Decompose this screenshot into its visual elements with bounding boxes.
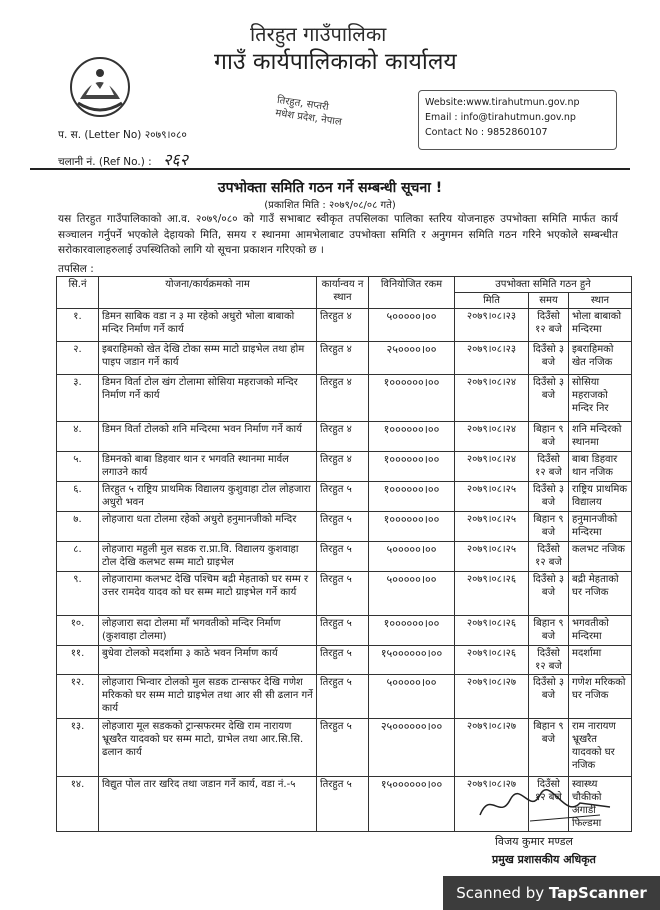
contact-box xyxy=(418,90,617,150)
ref-number-value: २६२ xyxy=(163,150,189,169)
cell-place: बद्री मेहताको घर नजिक xyxy=(569,572,632,616)
cell-location: तिरहुत ५ xyxy=(317,542,369,572)
email-text: Email : info@tirahutmun.gov.np xyxy=(425,112,576,123)
cell-amount: १००००००।०० xyxy=(369,375,455,422)
cell-location: तिरहुत ४ xyxy=(317,452,369,482)
table-row xyxy=(57,646,632,675)
cell-project: डिमन साबिक वडा न ३ मा रहेको अधुरो भोला बाबाको मन्दिर निर्माण गर्ने कार्य xyxy=(99,309,317,342)
cell-time: दिउँसो ३ बजे xyxy=(529,675,569,719)
cell-location: तिरहुत ४ xyxy=(317,422,369,452)
cell-location: तिरहुत ५ xyxy=(317,512,369,542)
schedule-label: तपसिल : xyxy=(58,263,94,275)
cell-sn: १. xyxy=(57,309,99,342)
cell-time: बिहान ९ बजे xyxy=(529,422,569,452)
table-row xyxy=(57,675,632,719)
signatory-title: प्रमुख प्रशासकीय अधिकृत xyxy=(492,853,596,866)
col-header-location: कार्यान्वय न स्थान xyxy=(317,277,369,309)
cell-place: राष्ट्रिय प्राथमिक विद्यालय xyxy=(569,482,632,512)
cell-location: तिरहुत ५ xyxy=(317,482,369,512)
cell-location: तिरहुत ५ xyxy=(317,572,369,616)
cell-time: दिउँसो १२ बजे xyxy=(529,777,569,832)
cell-sn: १०. xyxy=(57,616,99,646)
table-row xyxy=(57,422,632,452)
cell-amount: १००००००।०० xyxy=(369,452,455,482)
cell-date: २०७९।०८।२३ xyxy=(455,342,529,375)
cell-date: २०७९।०८।२७ xyxy=(455,777,529,832)
cell-project: लोहजारा मूल सडकको ट्रान्सफरमर देखि राम नारायण भ्रूखरैत यादवको घर सम्म माटो, ग्राभेल तथा आर.सि.सि. ढलान कार्य xyxy=(99,719,317,777)
cell-date: २०७९।०८।२७ xyxy=(455,719,529,777)
cell-amount: १००००००।०० xyxy=(369,616,455,646)
cell-location: तिरहुत ५ xyxy=(317,646,369,675)
cell-amount: २५००००।०० xyxy=(369,342,455,375)
table-row xyxy=(57,572,632,616)
cell-project: लोहजारा सदा टोलमा माँ भगवतीको मन्दिर निर्माण (कुशवाहा टोलमा) xyxy=(99,616,317,646)
cell-project: तिरहुत ५ राष्ट्रिय प्राथमिक विद्यालय कुशुवाहा टोल लोहजारा अधुरो भवन xyxy=(99,482,317,512)
cell-amount: ५०००००।०० xyxy=(369,542,455,572)
cell-time: बिहान ९ बजे xyxy=(529,616,569,646)
cell-date: २०७९।०८।२५ xyxy=(455,542,529,572)
cell-place: राम नारायण भ्रूखरैत यादवको घर नजिक xyxy=(569,719,632,777)
cell-sn: २. xyxy=(57,342,99,375)
cell-project: बुधेवा टोलको मदर्शामा ३ काठे भवन निर्माण कार्य xyxy=(99,646,317,675)
cell-place: स्वास्थ्य चौकीको अगाडी फिल्डमा xyxy=(569,777,632,832)
cell-sn: ६. xyxy=(57,482,99,512)
signatory-name: विजय कुमार मण्डल xyxy=(495,835,574,848)
cell-location: तिरहुत ४ xyxy=(317,309,369,342)
col-header-place: स्थान xyxy=(569,293,632,309)
contact-text: Contact No : 9852860107 xyxy=(425,127,548,138)
cell-time: दिउँसो ३ बजे xyxy=(529,572,569,616)
schedule-rows xyxy=(57,309,632,832)
cell-amount: ५०००००।०० xyxy=(369,309,455,342)
table-row xyxy=(57,616,632,646)
cell-project: लोहजारा धता टोलमा रहेको अधुरो हनुमानजीको मन्दिर xyxy=(99,512,317,542)
address-line1: तिरहुत, सप्तरी xyxy=(276,94,330,114)
notice-body: यस तिरहुत गाउँपालिकाको आ.व. २०७९/०८० को गाउँ सभाबाट स्वीकृत तपसिलका पालिका स्तरिय योजनाहरु उपभोक्ता समिति मार्फत कार्य सञ्चालन गर्नुपर्ने भएकोले देहायको मिति, समय र स्थानमा आमभेलाबाट उपभोक्ता समिति र अनुगमन समिति गठन गरिने भएकोले सम्बन्धीत सरोकारवालाहरुलाई उपस्थितिको लागि यो सूचना प्रकाशन गरिएको छ । xyxy=(58,213,618,256)
cell-sn: १२. xyxy=(57,675,99,719)
cell-time: बिहान ९ बजे xyxy=(529,719,569,777)
cell-sn: ७. xyxy=(57,512,99,542)
cell-place: भगवतीको मन्दिरमा xyxy=(569,616,632,646)
cell-place: सोसिया महराजको मन्दिर निर xyxy=(569,375,632,422)
cell-sn: १३. xyxy=(57,719,99,777)
published-date: (प्रकाशित मिति : २०७९/०८/०८ गते) xyxy=(264,200,396,211)
cell-date: २०७९।०८।२६ xyxy=(455,616,529,646)
cell-amount: ५०००००।०० xyxy=(369,675,455,719)
cell-time: दिउँसो १२ बजे xyxy=(529,542,569,572)
cell-project: डिमनको बाबा डिहवार थान र भगवति स्थानमा मार्वल लगाउने कार्य xyxy=(99,452,317,482)
cell-place: बाबा डिहवार थान नजिक xyxy=(569,452,632,482)
watermark-brand: TapScanner xyxy=(548,884,647,902)
ref-number xyxy=(58,148,188,170)
handwritten-signature xyxy=(470,785,620,825)
cell-place: शनि मन्दिरको स्थानमा xyxy=(569,422,632,452)
cell-date: २०७९।०८।२४ xyxy=(455,375,529,422)
ref-number-label: चलानी नं. (Ref No.) : xyxy=(58,156,152,168)
col-header-project: योजना/कार्यक्रमको नाम xyxy=(99,277,317,309)
cell-date: २०७९।०८।२६ xyxy=(455,646,529,675)
office-address-stamp xyxy=(274,94,344,129)
table-row xyxy=(57,719,632,777)
cell-place: भोला बाबाको मन्दिरमा xyxy=(569,309,632,342)
cell-project: डिमन विर्ता टोलको शनि मन्दिरमा भवन निर्माण गर्ने कार्य xyxy=(99,422,317,452)
col-header-sn: सि.नं xyxy=(57,277,99,309)
notice-heading: उपभोक्ता समिति गठन गर्ने सम्बन्धी सूचना ! xyxy=(217,180,443,196)
cell-sn: ५. xyxy=(57,452,99,482)
cell-place: गणेश मरिकको घर नजिक xyxy=(569,675,632,719)
cell-date: २०७९।०८।२४ xyxy=(455,452,529,482)
cell-place: हनुमानजीको मन्दिरमा xyxy=(569,512,632,542)
cell-sn: १४. xyxy=(57,777,99,832)
cell-amount: १५००००००।०० xyxy=(369,777,455,832)
cell-project: विद्युत पोल तार खरिद तथा जडान गर्ने कार्य, वडा नं.-५ xyxy=(99,777,317,832)
col-header-date: मिति xyxy=(455,293,529,309)
col-header-amount: विनियोजित रकम xyxy=(369,277,455,309)
table-row xyxy=(57,452,632,482)
cell-location: तिरहुत ४ xyxy=(317,375,369,422)
office-title-line1: तिरहुत गाउँपालिका xyxy=(250,22,387,46)
table-row xyxy=(57,482,632,512)
table-row xyxy=(57,542,632,572)
scanner-watermark xyxy=(443,876,660,910)
cell-date: २०७९।०८।२७ xyxy=(455,675,529,719)
col-header-time: समय xyxy=(529,293,569,309)
schedule-table xyxy=(56,276,632,832)
table-row xyxy=(57,375,632,422)
cell-time: दिउँसो ३ बजे xyxy=(529,482,569,512)
col-header-group: उपभोक्ता समिति गठन हुने xyxy=(455,277,632,293)
cell-location: तिरहुत ५ xyxy=(317,719,369,777)
cell-location: तिरहुत ५ xyxy=(317,777,369,832)
cell-date: २०७९।०८।२४ xyxy=(455,422,529,452)
cell-sn: ८. xyxy=(57,542,99,572)
cell-sn: ११. xyxy=(57,646,99,675)
watermark-prefix: Scanned by xyxy=(456,884,549,902)
address-line2: मधेश प्रदेश, नेपाल xyxy=(274,107,343,129)
cell-amount: १००००००।०० xyxy=(369,422,455,452)
cell-project: लोहजारा भिन्वार टोलको मुल सडक टान्सफर देखि गणेश मरिकको घर सम्म माटो ग्राइभेल तथा आर सी सी ढलान गर्ने कार्य xyxy=(99,675,317,719)
cell-amount: २५००००००।०० xyxy=(369,719,455,777)
header-divider xyxy=(30,168,630,170)
cell-project: इबराहिमको खेत देखि टोका सम्म माटो ग्राइभेल तथा होम पाइप जडान गर्ने कार्य xyxy=(99,342,317,375)
cell-amount: ५०००००।०० xyxy=(369,572,455,616)
cell-time: दिउँसो १२ बजे xyxy=(529,309,569,342)
cell-time: दिउँसो ३ बजे xyxy=(529,375,569,422)
cell-date: २०७९।०८।२५ xyxy=(455,482,529,512)
cell-date: २०७९।०८।२५ xyxy=(455,512,529,542)
cell-location: तिरहुत ४ xyxy=(317,342,369,375)
cell-amount: १००००००।०० xyxy=(369,482,455,512)
cell-date: २०७९।०८।२६ xyxy=(455,572,529,616)
cell-location: तिरहुत ५ xyxy=(317,616,369,646)
cell-place: कलभट नजिक xyxy=(569,542,632,572)
cell-time: बिहान ९ बजे xyxy=(529,512,569,542)
nepal-emblem-logo xyxy=(68,55,132,119)
cell-project: डिमन विर्ता टोल खंग टोलामा सोसिया महराजको मन्दिर निर्माण गर्ने कार्य xyxy=(99,375,317,422)
cell-sn: ४. xyxy=(57,422,99,452)
table-row xyxy=(57,309,632,342)
table-row xyxy=(57,342,632,375)
cell-date: २०७९।०८।२३ xyxy=(455,309,529,342)
table-row xyxy=(57,512,632,542)
cell-sn: ९. xyxy=(57,572,99,616)
cell-project: लोहजारामा कलभट देखि पश्चिम बद्री मेहताको घर सम्म र उत्तर रामदेव यादव को घर सम्म माटो ग्राइभेल गर्ने कार्य xyxy=(99,572,317,616)
cell-amount: १५००००००।०० xyxy=(369,646,455,675)
cell-sn: ३. xyxy=(57,375,99,422)
cell-location: तिरहुत ५ xyxy=(317,675,369,719)
cell-project: लोहजारा महुली मुल सडक रा.प्रा.वि. विद्यालय कुशवाहा टोल देखि कलभट सम्म माटो ग्राइभेल xyxy=(99,542,317,572)
website-text: Website:www.tirahutmun.gov.np xyxy=(425,97,580,108)
cell-time: दिउँसो १२ बजे xyxy=(529,452,569,482)
cell-amount: १००००००।०० xyxy=(369,512,455,542)
cell-place: मदर्शामा xyxy=(569,646,632,675)
cell-time: दिउँसो १२ बजे xyxy=(529,646,569,675)
office-title-line2: गाउँ कार्यपालिकाको कार्यालय xyxy=(214,49,457,75)
cell-place: इबराहिमको खेत नजिक xyxy=(569,342,632,375)
letter-number: प. स. (Letter No) २०७९।०८० xyxy=(58,129,187,141)
cell-time: दिउँसो ३ बजे xyxy=(529,342,569,375)
